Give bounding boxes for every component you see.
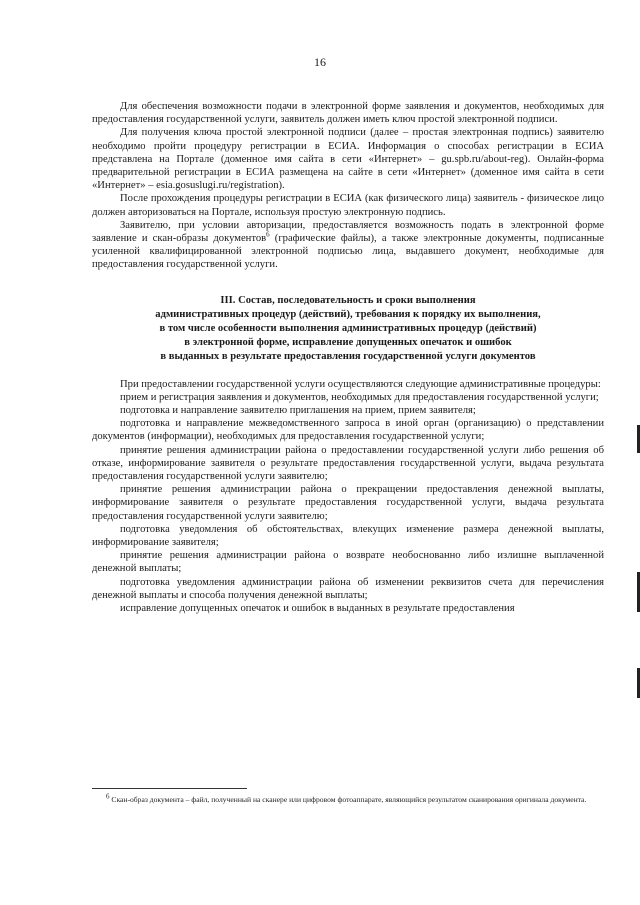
heading-line: III. Состав, последовательность и сроки выполнения — [220, 294, 476, 306]
heading-line: административных процедур (действий), требования к порядку их выполнения, — [155, 308, 541, 320]
procedure-item: прием и регистрация заявления и документов, необходимых для предоставления государственной услуги; — [120, 391, 599, 403]
footnote-marker: 6 — [106, 792, 110, 801]
footnote — [92, 794, 604, 805]
paragraph-text-part: (графические файлы), а также электронные документы, подписанные усиленной квалифицированной электронной подписью лица, выдавшего документ, необходимые для предоставления государственной услуги. — [92, 233, 604, 271]
heading-line: в электронной форме, исправление допущенных опечаток и ошибок — [184, 336, 512, 348]
paragraph-esia-registration: Для получения ключа простой электронной подписи (далее – простая электронная подпись) заявителю необходимо пройти процедуру регистрации в ЕСИА. Информация о способах регистрации в ЕСИА представлена на Портале (доменное имя сайта в сети «Интернет» – gu.spb.ru/about-reg). Онлайн-форма предварительной регистрации в ЕСИА размещена на сайте в сети «Интернет» (доменное имя сайта в сети «Интернет» – esia.gosuslugi.ru/registration). — [92, 127, 604, 192]
footnote-reference: 6 — [266, 230, 270, 239]
procedure-item: подготовка и направление заявителю приглашения на прием, прием заявителя; — [120, 405, 476, 417]
procedure-item: подготовка и направление межведомственного запроса в иной орган (организацию) о представлении документов (информации), необходимых для предоставления государственной услуги; — [92, 418, 604, 443]
procedure-item: подготовка уведомления администрации района об изменении реквизитов счета для перечисления денежной выплаты и способа получения денежной выплаты; — [92, 576, 604, 601]
section-heading — [92, 294, 604, 364]
procedures-intro: При предоставлении государственной услуги осуществляются следующие административные процедуры: — [120, 378, 601, 390]
footnote-text: Скан-образ документа – файл, полученный на сканере или цифровом фотоаппарате, являющийся результатом сканирования оригинала документа. — [109, 795, 587, 804]
document-body — [92, 100, 604, 615]
procedure-item: принятие решения администрации района о предоставлении государственной услуги либо решения об отказе, информирование заявителя о результате предоставления государственной услуги, выдача результата предоставления государственной услуги заявителю; — [92, 444, 604, 483]
paragraph-text-part: Заявителю, при условии авторизации, предоставляется возможность подать в электронной форме заявление и скан-образы документов — [92, 219, 604, 245]
paragraph-signature-key: Для обеспечения возможности подачи в электронной форме заявления и документов, необходимых для предоставления государственной услуги, заявитель должен иметь ключ простой электронной подписи. — [92, 101, 604, 126]
page-number: 16 — [314, 55, 326, 69]
procedure-item: подготовка уведомления об обстоятельствах, влекущих изменение размера денежной выплаты, информирование заявителя; — [92, 523, 604, 549]
procedure-item: принятие решения администрации района о возврате необоснованно либо излишне выплаченной денежной выплаты; — [92, 550, 604, 575]
procedure-item: принятие решения администрации района о прекращении предоставления денежной выплаты, информирование заявителя о результате предоставления государственной услуги, выдача результата предоставления государственной услуги заявителю; — [92, 484, 604, 522]
footnote-divider — [92, 788, 247, 789]
paragraph-portal-authorization: После прохождения процедуры регистрации в ЕСИА (как физического лица) заявитель - физическое лицо должен авторизоваться на Портале, используя простую электронную подпись. — [92, 193, 604, 218]
paragraph-electronic-submission — [92, 219, 604, 272]
heading-line: в выданных в результате предоставления государственной услуги документов — [160, 350, 536, 362]
heading-line: в том числе особенности выполнения административных процедур (действий) — [159, 322, 537, 334]
procedure-item: исправление допущенных опечаток и ошибок в выданных в результате предоставления — [120, 603, 515, 615]
